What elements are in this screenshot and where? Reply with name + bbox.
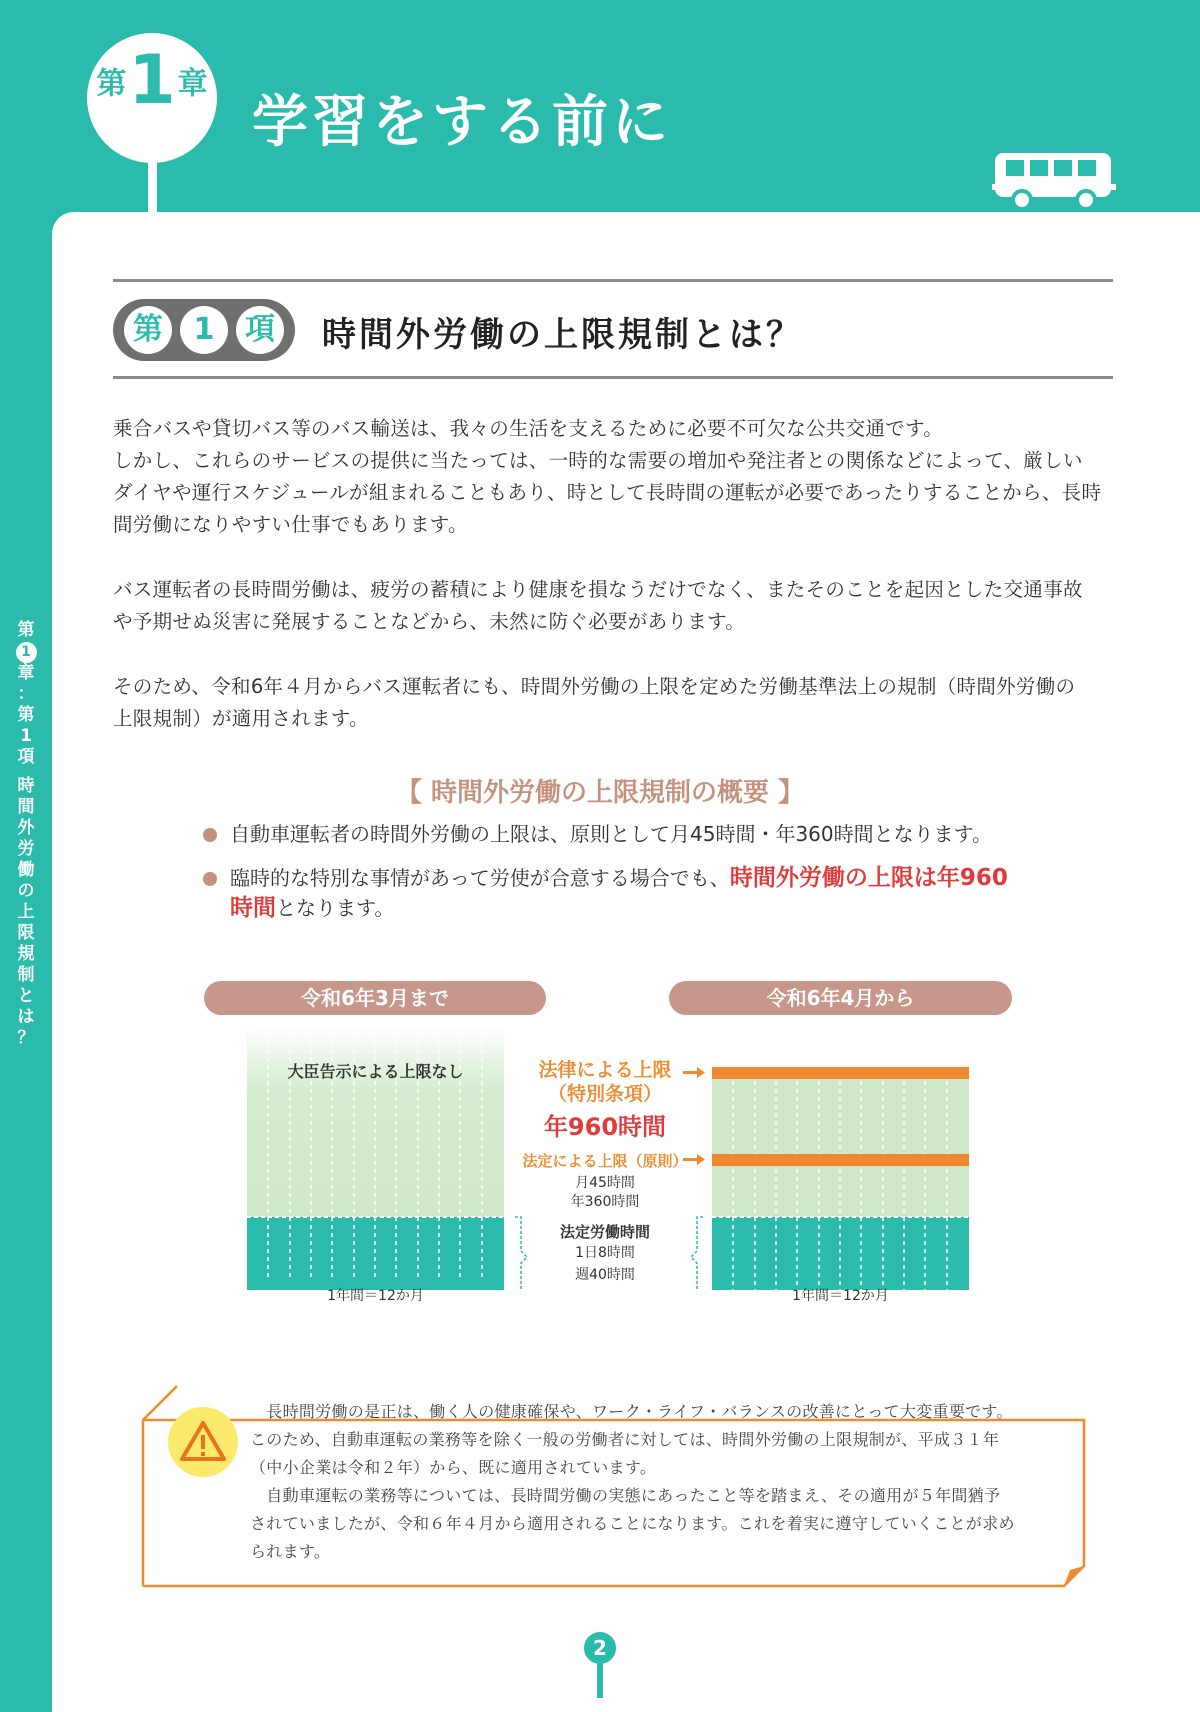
paragraph-line: ダイヤや運行スケジュールが組まれることもあり、時として長時間の運転が必要であったりすることから、長時 — [113, 481, 1102, 504]
paragraph-line: バス運転者の長時間労働は、疲労の蓄積により健康を損なうだけでなく、またそのことを起因とした交通事故 — [113, 578, 1083, 601]
section-rule-bottom — [113, 376, 1113, 379]
side-tab-char: 章 — [17, 663, 35, 683]
side-tab-char: ？ — [17, 1028, 35, 1048]
side-tab-char: 時 — [17, 776, 35, 796]
side-tab-char: 第 — [17, 620, 35, 640]
side-tab-char: 限 — [17, 923, 35, 943]
chapter-header — [0, 0, 1200, 215]
side-tab-char: 上 — [17, 902, 35, 922]
chapter-suffix: 章 — [177, 66, 208, 102]
side-tab-char: 規 — [17, 944, 35, 964]
side-tab-char: 第 — [17, 705, 35, 725]
note-line: （中小企業は令和２年）から、既に適用されています。 — [250, 1458, 657, 1477]
chapter-number — [87, 41, 217, 120]
side-tab-char: ： — [17, 684, 35, 704]
side-tab-char: 制 — [17, 965, 35, 985]
overview-bullet-2 — [208, 863, 1048, 923]
side-tab-char: 項 — [17, 747, 35, 767]
bullet-text — [208, 863, 1048, 923]
special-clause-label: （特別条項） — [547, 1083, 662, 1105]
paragraph-2 — [113, 574, 1123, 638]
monthly-45-label: 月45時間 — [575, 1175, 635, 1191]
bullet-text-pre: 臨時的な特別な事情があって労使が合意する場合でも、 — [230, 866, 730, 890]
overview-title: 【 時間外労働の上限規制の概要 】 — [395, 778, 805, 808]
bus-icon — [992, 150, 1116, 212]
weekly-40-label: 週40時間 — [575, 1267, 635, 1283]
daily-8-label: 1日8時間 — [575, 1245, 635, 1261]
paragraph-line: しかし、これらのサービスの提供に当たっては、一時的な需要の増加や発注者との関係などによって、厳しい — [113, 449, 1083, 472]
bullet-text: 自動車運転者の時間外労働の上限は、原則として月45時間・年360時間となります。 — [230, 822, 993, 846]
section-title: 時間外労働の上限規制とは？ — [322, 315, 803, 355]
bullet-dot — [203, 872, 217, 886]
section-rule-top — [113, 279, 1113, 282]
bullet-dot — [203, 828, 217, 842]
note-text — [250, 1398, 1060, 1566]
chapter-number-digit: 1 — [128, 41, 176, 120]
page-number: 2 — [584, 1632, 616, 1664]
right-axis-label: 1年間＝12か月 — [792, 1288, 889, 1304]
legal-limit-label: 法律による上限 — [538, 1059, 672, 1081]
bullet-highlight-cont: 時間 — [230, 895, 276, 921]
section-badge — [113, 299, 295, 361]
section-badge-suffix: 項 — [236, 306, 284, 354]
paragraph-line: そのため、令和6年４月からバス運転者にも、時間外労働の上限を定めた労働基準法上の規制（時間外労働の — [113, 675, 1076, 698]
statutory-limit-label: 法定による上限（原則） — [522, 1152, 688, 1170]
note-line: 長時間労働の是正は、働く人の健康確保や、ワーク・ライフ・バランスの改善にとって大変重要です。 — [250, 1402, 1013, 1421]
paragraph-line: 乗合バスや貸切バス等のバス輸送は、我々の生活を支えるために必要不可欠な公共交通です。 — [113, 417, 944, 440]
warning-icon — [168, 1407, 238, 1477]
side-tab-char: 間 — [17, 797, 35, 817]
legal-upper-limit-line — [712, 1067, 969, 1079]
side-tab-char: の — [17, 881, 35, 901]
left-axis-label: 1年間＝12か月 — [327, 1288, 424, 1304]
note-line: 自動車運転の業務等については、長時間労働の実態にあったこと等を踏まえ、その適用が５年間猶予 — [250, 1486, 1001, 1505]
after-period-label: 令和6年4月から — [669, 981, 1012, 1015]
side-tab-char: 1 — [20, 726, 32, 746]
section-badge-number: 1 — [180, 306, 228, 354]
paragraph-line: や予期せぬ災害に発展することなどから、未然に防ぐ必要があります。 — [113, 610, 746, 633]
bullet-text-post: となります。 — [276, 896, 395, 920]
section-badge-prefix: 第 — [124, 306, 172, 354]
annual-960-label: 年960時間 — [543, 1113, 667, 1141]
note-line: このため、自動車運転の業務等を除く一般の労働者に対しては、時間外労働の上限規制が、平成３１年 — [250, 1430, 1000, 1449]
annual-360-label: 年360時間 — [570, 1194, 640, 1210]
page-number-stem — [597, 1660, 603, 1698]
before-period-label: 令和6年3月まで — [204, 981, 546, 1015]
note-line: られます。 — [250, 1542, 331, 1561]
side-tab-char: 労 — [17, 839, 35, 859]
side-tab — [0, 620, 52, 1049]
statutory-hours-label: 法定労働時間 — [559, 1223, 650, 1241]
chapter-prefix: 第 — [96, 66, 127, 102]
side-tab-number: 1 — [16, 642, 37, 663]
paragraph-1 — [113, 413, 1123, 541]
paragraph-line: 上限規制）が適用されます。 — [113, 707, 369, 730]
side-tab-char: 外 — [17, 818, 35, 838]
paragraph-3 — [113, 671, 1123, 735]
paragraph-line: 間労働になりやすい仕事でもあります。 — [113, 513, 468, 536]
side-tab-char: と — [17, 986, 35, 1006]
chapter-title: 学習をする前に — [252, 90, 672, 155]
note-line: されていましたが、令和６年４月から適用されることになります。これを着実に遵守していくことが求め — [250, 1514, 1015, 1533]
overview-bullet-1 — [208, 819, 992, 849]
side-tab-char: は — [17, 1007, 35, 1027]
chapter-badge — [87, 33, 217, 163]
no-limit-label: 大臣告示による上限なし — [287, 1062, 464, 1081]
bullet-highlight: 時間外労働の上限は年960 — [729, 865, 1008, 891]
side-tab-char: 働 — [17, 860, 35, 880]
statutory-upper-limit-line — [712, 1154, 969, 1166]
